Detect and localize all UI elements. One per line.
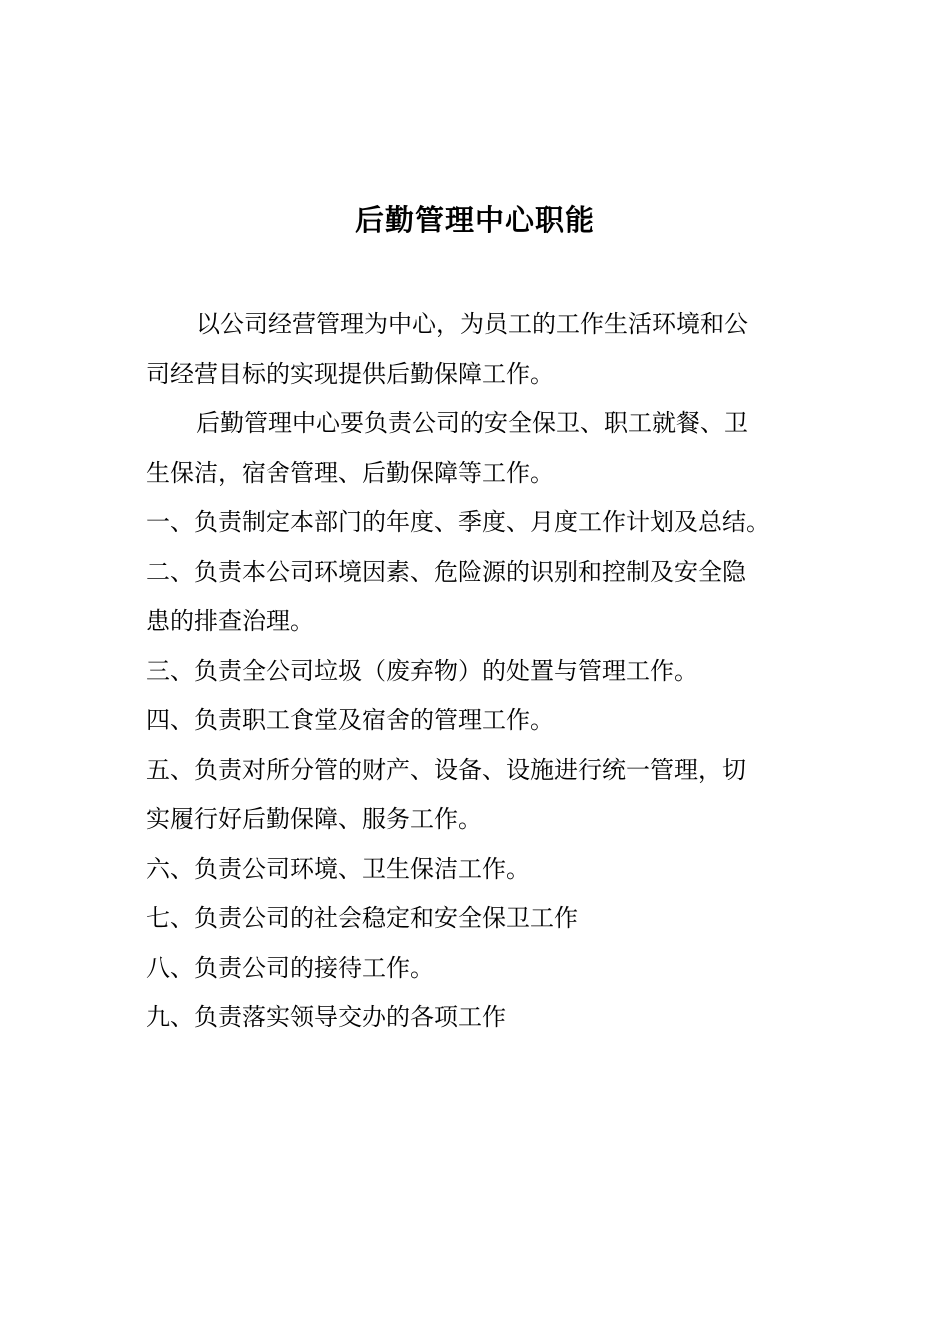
duty-item-5: 五、负责对所分管的财产、设备、设施进行统一管理，切 [146,755,746,784]
duty-item-8: 八、负责公司的接待工作。 [146,953,434,982]
duty-item-7: 七、负责公司的社会稳定和安全保卫工作 [146,904,578,932]
duty-item-1: 一、负责制定本部门的年度、季度、月度工作计划及总结。 [146,508,770,536]
scope-paragraph-line: 后勤管理中心要负责公司的安全保卫、职工就餐、卫 [196,409,748,437]
duty-item-3: 三、负责全公司垃圾（废弃物）的处置与管理工作。 [146,656,698,685]
duty-item-6: 六、负责公司环境、卫生保洁工作。 [146,854,530,883]
duty-item-9: 九、负责落实领导交办的各项工作 [146,1003,506,1031]
intro-paragraph-line: 司经营目标的实现提供后勤保障工作。 [146,359,554,388]
document-title: 后勤管理中心职能 [354,203,595,237]
scope-paragraph-line: 生保洁，宿舍管理、后勤保障等工作。 [146,458,554,487]
document-body [146,300,806,1043]
intro-paragraph-line: 以公司经营管理为中心，为员工的工作生活环境和公 [196,310,748,338]
duty-item-2: 二、负责本公司环境因素、危险源的识别和控制及安全隐 [146,557,746,586]
duty-item-5-continued: 实履行好后勤保障、服务工作。 [146,805,482,833]
duty-item-2-continued: 患的排查治理。 [146,607,314,635]
duty-item-4: 四、负责职工食堂及宿舍的管理工作。 [146,706,554,734]
